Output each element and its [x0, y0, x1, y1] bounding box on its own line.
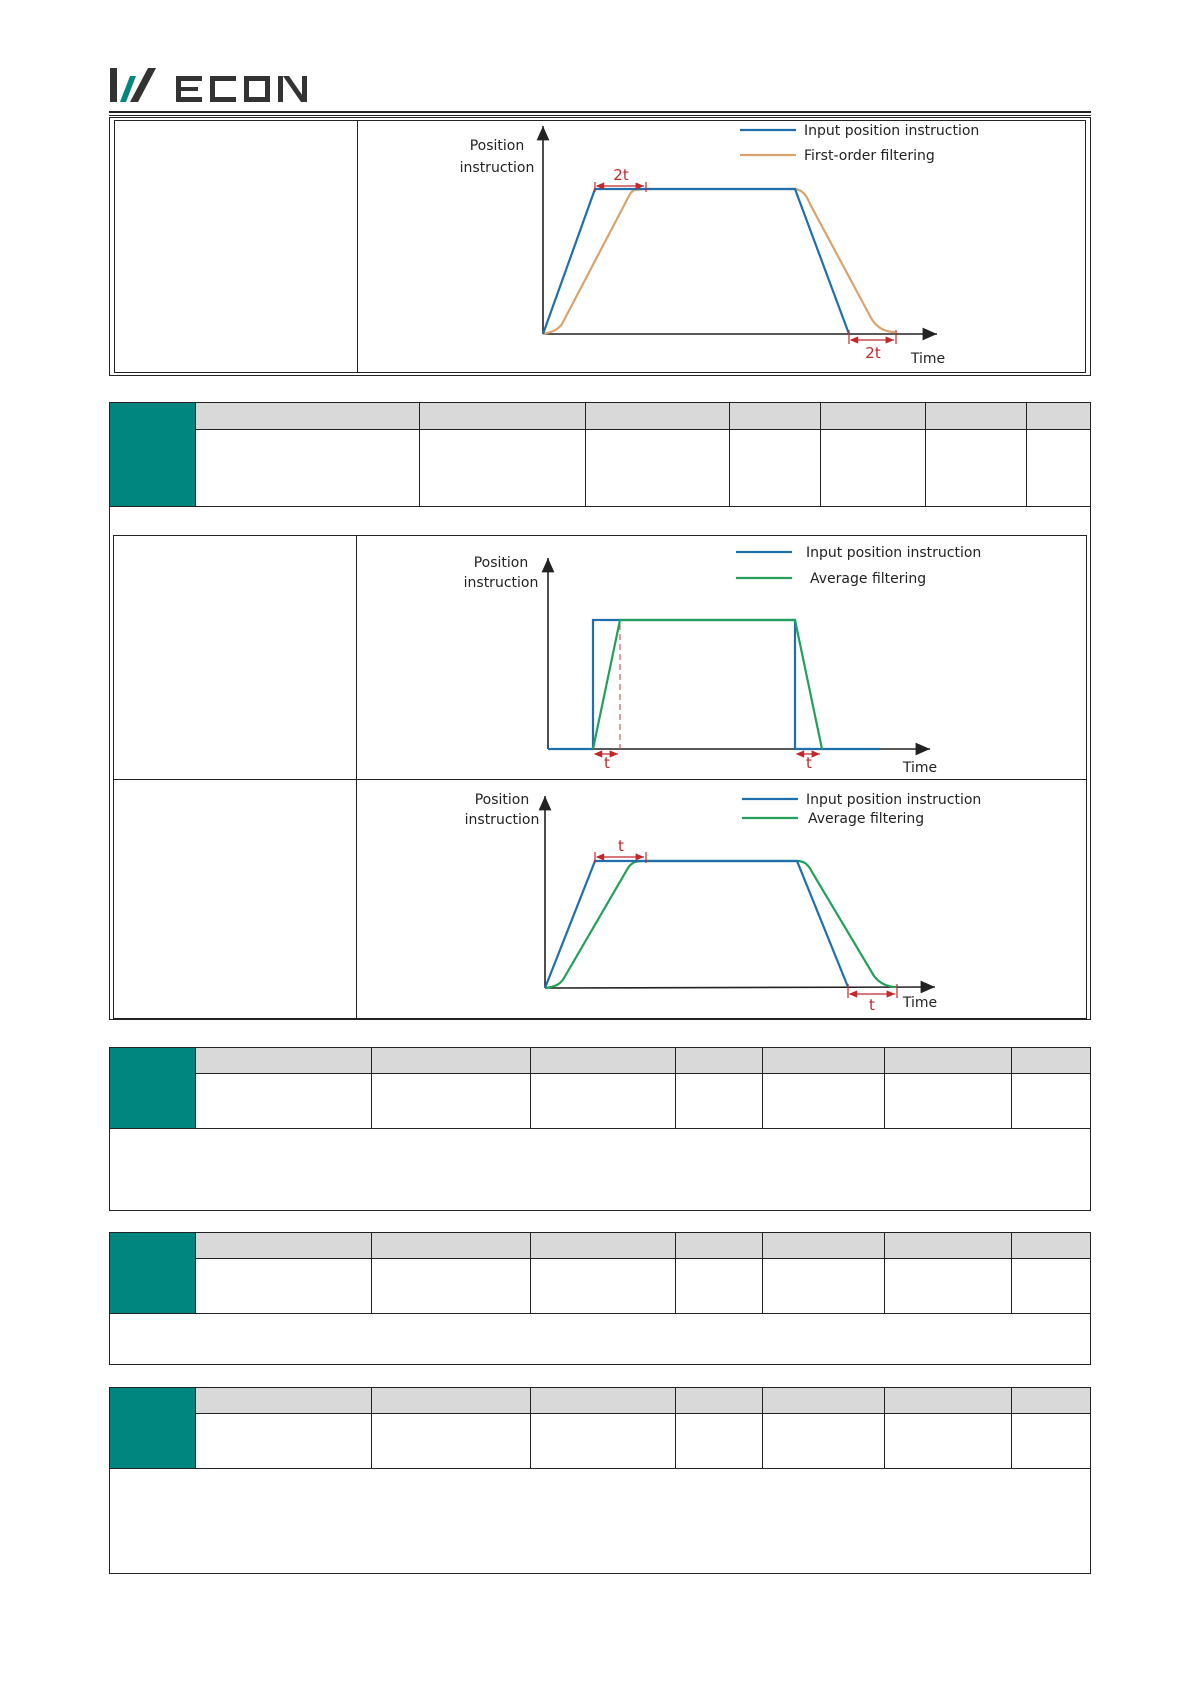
- legend-input: Input position instruction: [806, 792, 982, 808]
- diagram-average-step: [440, 536, 1000, 778]
- dim-label-bottom: t: [869, 996, 875, 1014]
- y-axis-label-line2: instruction: [464, 812, 540, 828]
- diagram-first-order: [440, 118, 1000, 374]
- dim-label-right: t: [806, 754, 812, 772]
- dim-label-left: t: [604, 754, 610, 772]
- legend-average: Average filtering: [810, 571, 927, 587]
- dim-label-top: 2t: [613, 166, 629, 184]
- param-table-4: [109, 1387, 1091, 1574]
- legend-input: Input position instruction: [804, 123, 980, 139]
- param-id-cell: [110, 1388, 195, 1468]
- header-rule-bottom: [109, 115, 1091, 116]
- x-axis-label: Time: [902, 995, 938, 1011]
- param-header-row: [195, 1388, 1090, 1413]
- x-axis-label: Time: [910, 351, 946, 367]
- y-axis-label-line2: instruction: [459, 160, 535, 176]
- y-axis-label-line1: Position: [469, 138, 525, 154]
- y-axis-label-line1: Position: [474, 792, 530, 808]
- legend-first-order: First-order filtering: [804, 148, 935, 164]
- dim-label-bottom: 2t: [865, 344, 881, 362]
- param-header-row: [195, 1233, 1090, 1258]
- dim-label-top: t: [618, 837, 624, 855]
- header-rule-top: [109, 111, 1091, 113]
- param-id-cell: [110, 1233, 195, 1313]
- y-axis-label-line1: Position: [473, 555, 529, 571]
- diagram-average-trapezoid: [440, 780, 1000, 1018]
- y-axis-label-line2: instruction: [463, 575, 539, 591]
- param-id-cell: [110, 1048, 195, 1128]
- wecon-logo: [108, 64, 318, 106]
- param-header-row: [195, 1048, 1090, 1073]
- x-axis-label: Time: [902, 760, 938, 776]
- param-header-row: [195, 403, 1090, 429]
- legend-average: Average filtering: [808, 811, 925, 827]
- legend-input: Input position instruction: [806, 545, 982, 561]
- param-id-cell: [110, 403, 195, 506]
